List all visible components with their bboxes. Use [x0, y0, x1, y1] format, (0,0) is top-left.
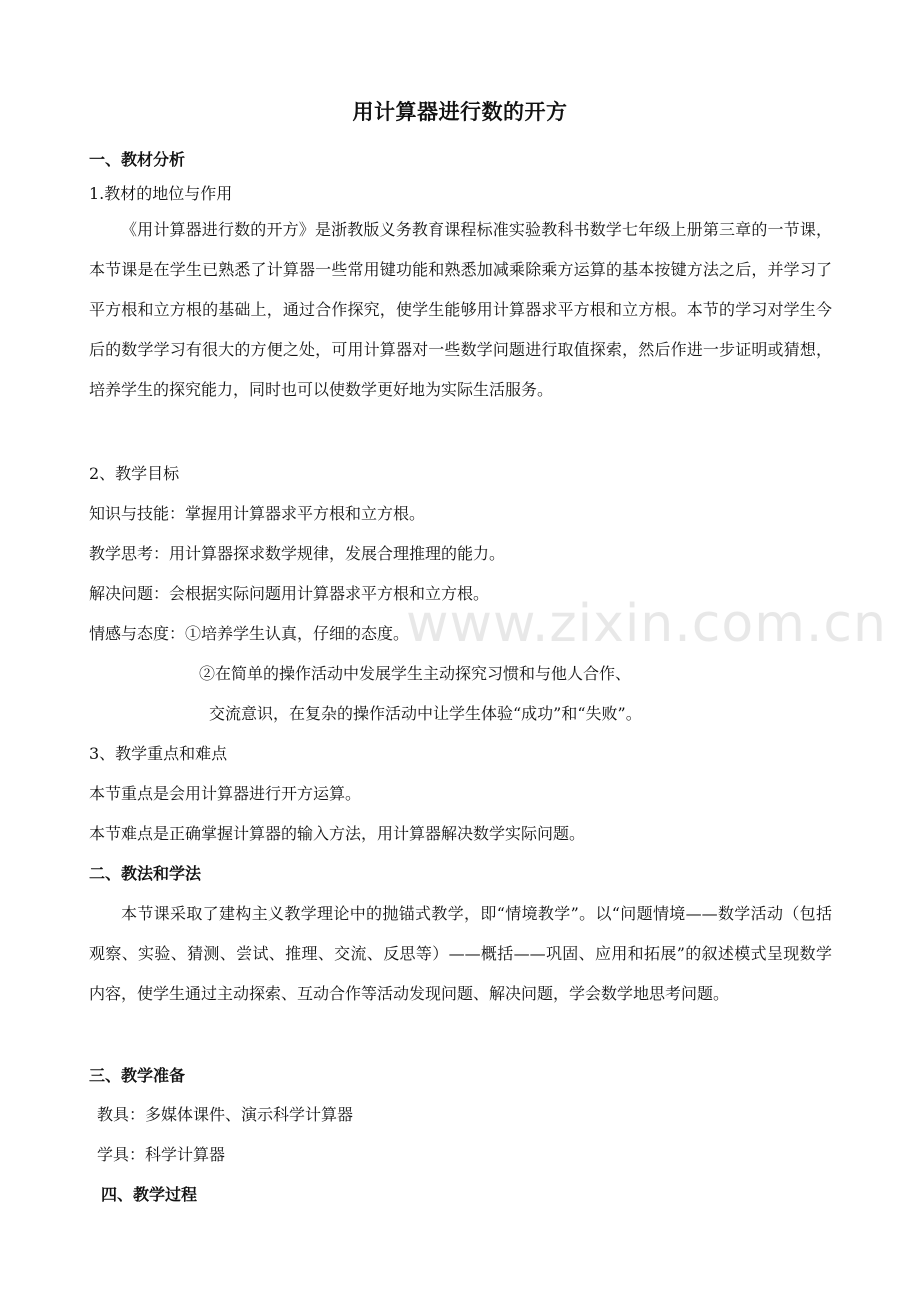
paragraph-status-role: 《用计算器进行数的开方》是浙教版义务教育课程标准实验教科书数学七年级上册第三章的一节课，本节课是在学生已熟悉了计算器一些常用键功能和熟悉加减乘除乘方运算的基本按键方法之后，并学习了平方根和立方根的基础上，通过合作探究，使学生能够用计算器求平方根和立方根。本节的学习对学生今后的数学学习有很大的方便之处，可用计算器对一些数学问题进行取值探索，然后作进一步证明或猜想，培养学生的探究能力，同时也可以使数学更好地为实际生活服务。 [89, 220, 832, 399]
prep-teaching-aids: 教具：多媒体课件、演示科学计算器 [97, 1105, 354, 1124]
document-title: 用计算器进行数的开方 [352, 99, 568, 124]
goal-attitude: 情感与态度：①培养学生认真，仔细的态度。 [89, 624, 410, 643]
subheading-key-points: 3、教学重点和难点 [89, 744, 228, 763]
prep-learning-aids: 学具：科学计算器 [97, 1145, 226, 1164]
section-heading-analysis: 一、教材分析 [89, 150, 186, 169]
watermark: www.zixin.com.cn [406, 594, 887, 654]
subheading-goals: 2、教学目标 [89, 464, 180, 483]
goal-thinking: 教学思考：用计算器探求数学规律，发展合理推理的能力。 [89, 544, 506, 563]
section-heading-process: 四、教学过程 [101, 1185, 198, 1204]
paragraph-methods: 本节课采取了建构主义教学理论中的抛锚式教学，即“情境教学”。以“问题情境——数学活动（包括观察、实验、猜测、尝试、推理、交流、反思等）——概括——巩固、应用和拓展”的叙述模式呈现数学内容，使学生通过主动探索、互动合作等活动发现问题、解决问题，学会数学地思考问题。 [89, 904, 832, 1003]
goal-attitude-2: ②在简单的操作活动中发展学生主动探究习惯和与他人合作、 [199, 664, 632, 683]
difficult-point: 本节难点是正确掌握计算器的输入方法，用计算器解决数学实际问题。 [89, 824, 586, 843]
section-heading-methods: 二、教法和学法 [89, 864, 202, 883]
goal-attitude-3: 交流意识，在复杂的操作活动中让学生体验“成功”和“失败”。 [209, 704, 642, 723]
section-heading-preparation: 三、教学准备 [89, 1066, 186, 1085]
key-point: 本节重点是会用计算器进行开方运算。 [89, 784, 362, 803]
goal-problem-solving: 解决问题：会根据实际问题用计算器求平方根和立方根。 [89, 584, 490, 603]
subheading-status-role: 1.教材的地位与作用 [89, 184, 233, 203]
goal-knowledge: 知识与技能：掌握用计算器求平方根和立方根。 [89, 504, 426, 523]
